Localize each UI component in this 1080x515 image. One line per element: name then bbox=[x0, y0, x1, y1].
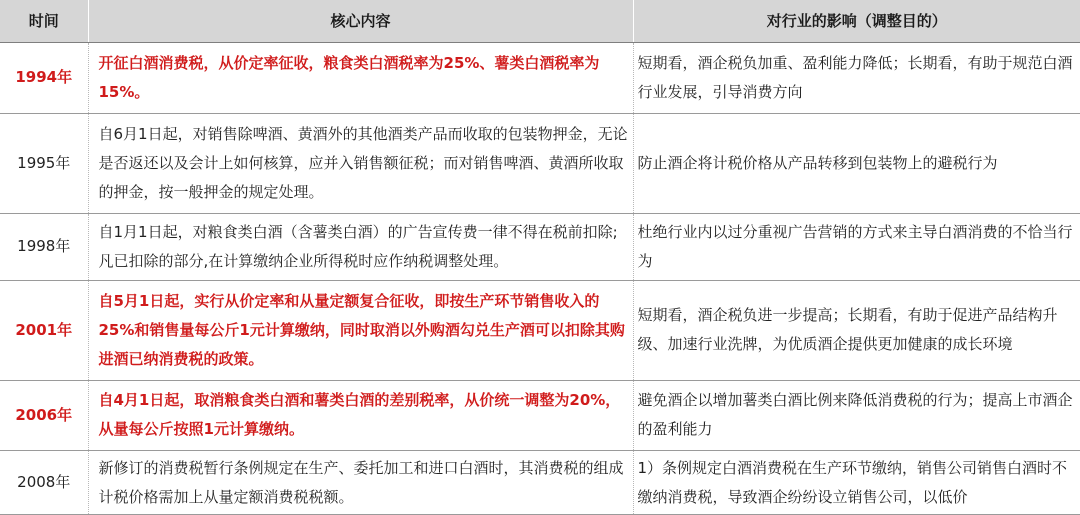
header-year: 时间 bbox=[0, 0, 88, 42]
row-core-content: 自5月1日起，实行从价定率和从量定额复合征收，即按生产环节销售收入的25%和销售量每公斤1元计算缴纳，同时取消以外购酒勾兑生产酒可以扣除其购进酒已纳消费税的政策。 bbox=[88, 280, 633, 380]
row-year: 2006年 bbox=[0, 380, 88, 450]
table-row-2008 bbox=[0, 450, 1080, 514]
table-row-1995 bbox=[0, 113, 1080, 213]
header-industry-impact: 对行业的影响（调整目的） bbox=[633, 0, 1080, 42]
table-row-2006 bbox=[0, 380, 1080, 450]
row-industry-impact: 避免酒企以增加薯类白酒比例来降低消费税的行为；提高上市酒企的盈利能力 bbox=[633, 380, 1080, 450]
table-row-1994 bbox=[0, 42, 1080, 113]
row-industry-impact: 防止酒企将计税价格从产品转移到包装物上的避税行为 bbox=[633, 113, 1080, 213]
row-core-content: 新修订的消费税暂行条例规定在生产、委托加工和进口白酒时，其消费税的组成计税价格需加上从量定额消费税税额。 bbox=[88, 450, 633, 514]
table-row-2001 bbox=[0, 280, 1080, 380]
row-industry-impact: 短期看，酒企税负加重、盈利能力降低；长期看，有助于规范白酒行业发展，引导消费方向 bbox=[633, 42, 1080, 113]
row-year: 2008年 bbox=[0, 450, 88, 514]
row-core-content: 自6月1日起，对销售除啤酒、黄酒外的其他酒类产品而收取的包装物押金，无论是否返还以及会计上如何核算，应并入销售额征税；而对销售啤酒、黄酒所收取的押金，按一般押金的规定处理。 bbox=[88, 113, 633, 213]
row-industry-impact: 短期看，酒企税负进一步提高；长期看，有助于促进产品结构升级、加速行业洗牌，为优质酒企提供更加健康的成长环境 bbox=[633, 280, 1080, 380]
row-year: 1995年 bbox=[0, 113, 88, 213]
row-core-content: 自4月1日起，取消粮食类白酒和薯类白酒的差别税率，从价统一调整为20%，从量每公斤按照1元计算缴纳。 bbox=[88, 380, 633, 450]
row-core-content: 开征白酒消费税，从价定率征收，粮食类白酒税率为25%、薯类白酒税率为15%。 bbox=[88, 42, 633, 113]
row-year: 1994年 bbox=[0, 42, 88, 113]
table-header-row bbox=[0, 0, 1080, 42]
row-core-content: 自1月1日起，对粮食类白酒（含薯类白酒）的广告宣传费一律不得在税前扣除;凡已扣除的部分,在计算缴纳企业所得税时应作纳税调整处理。 bbox=[88, 213, 633, 280]
row-industry-impact: 杜绝行业内以过分重视广告营销的方式来主导白酒消费的不恰当行为 bbox=[633, 213, 1080, 280]
row-industry-impact: 1）条例规定白酒消费税在生产环节缴纳，销售公司销售白酒时不缴纳消费税，导致酒企纷纷设立销售公司，以低价 bbox=[633, 450, 1080, 514]
table-row-1998 bbox=[0, 213, 1080, 280]
row-year: 2001年 bbox=[0, 280, 88, 380]
header-core-content: 核心内容 bbox=[88, 0, 633, 42]
row-year: 1998年 bbox=[0, 213, 88, 280]
